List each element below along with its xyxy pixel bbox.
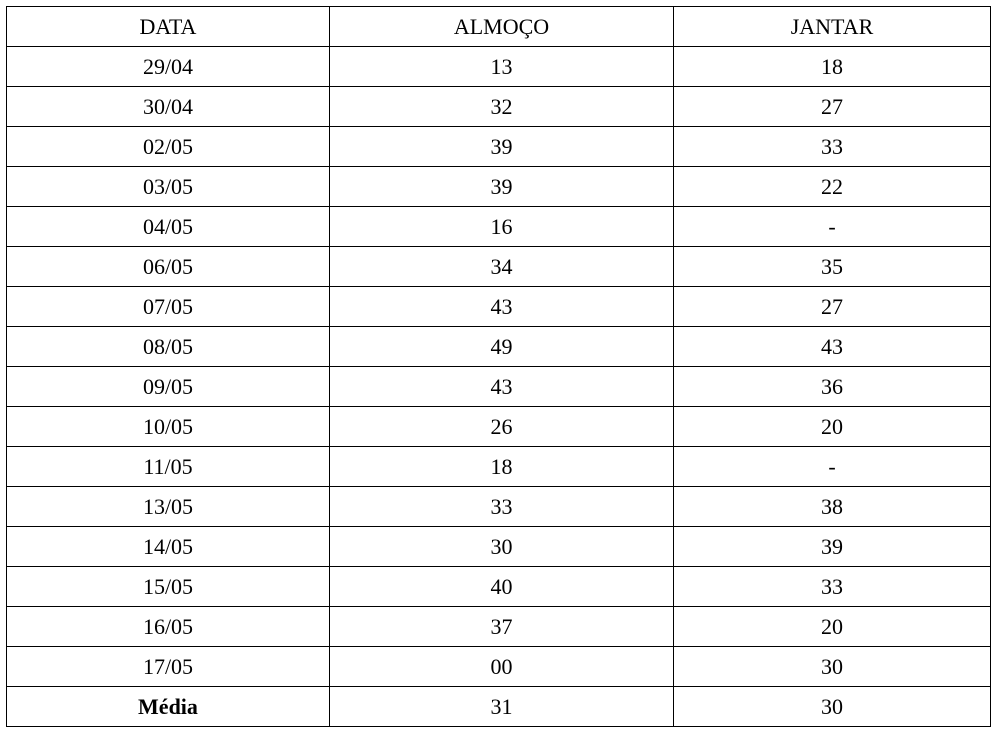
- cell-dinner: 36: [674, 367, 991, 407]
- cell-dinner: -: [674, 207, 991, 247]
- cell-dinner: 30: [674, 647, 991, 687]
- cell-dinner: 22: [674, 167, 991, 207]
- cell-date: 16/05: [7, 607, 330, 647]
- table-row: [7, 567, 991, 607]
- cell-date: 03/05: [7, 167, 330, 207]
- cell-lunch: 33: [330, 487, 674, 527]
- cell-lunch: 43: [330, 367, 674, 407]
- cell-dinner: 20: [674, 407, 991, 447]
- summary-dinner-average: 30: [674, 687, 991, 727]
- header-lunch: ALMOÇO: [330, 7, 674, 47]
- cell-lunch: 37: [330, 607, 674, 647]
- cell-date: 09/05: [7, 367, 330, 407]
- table-row: [7, 367, 991, 407]
- cell-date: 02/05: [7, 127, 330, 167]
- cell-lunch: 39: [330, 127, 674, 167]
- table-row: [7, 127, 991, 167]
- cell-lunch: 43: [330, 287, 674, 327]
- summary-label: Média: [7, 687, 330, 727]
- cell-lunch: 40: [330, 567, 674, 607]
- cell-date: 30/04: [7, 87, 330, 127]
- cell-dinner: 33: [674, 127, 991, 167]
- cell-dinner: 39: [674, 527, 991, 567]
- table-row: [7, 407, 991, 447]
- table-row: [7, 527, 991, 567]
- summary-row: [7, 687, 991, 727]
- cell-lunch: 26: [330, 407, 674, 447]
- table-row: [7, 607, 991, 647]
- header-dinner: JANTAR: [674, 7, 991, 47]
- cell-dinner: 27: [674, 287, 991, 327]
- table-row: [7, 47, 991, 87]
- cell-dinner: 38: [674, 487, 991, 527]
- table-row: [7, 647, 991, 687]
- cell-date: 14/05: [7, 527, 330, 567]
- table-row: [7, 167, 991, 207]
- cell-lunch: 32: [330, 87, 674, 127]
- cell-date: 15/05: [7, 567, 330, 607]
- summary-lunch-average: 31: [330, 687, 674, 727]
- cell-dinner: 20: [674, 607, 991, 647]
- table-row: [7, 287, 991, 327]
- table-body: [7, 47, 991, 727]
- table-header: [7, 7, 991, 47]
- cell-lunch: 30: [330, 527, 674, 567]
- cell-date: 07/05: [7, 287, 330, 327]
- table-row: [7, 447, 991, 487]
- cell-lunch: 49: [330, 327, 674, 367]
- table-row: [7, 207, 991, 247]
- cell-lunch: 18: [330, 447, 674, 487]
- cell-date: 13/05: [7, 487, 330, 527]
- cell-dinner: 18: [674, 47, 991, 87]
- cell-date: 10/05: [7, 407, 330, 447]
- cell-dinner: 35: [674, 247, 991, 287]
- cell-date: 06/05: [7, 247, 330, 287]
- cell-lunch: 00: [330, 647, 674, 687]
- table-row: [7, 327, 991, 367]
- header-date: DATA: [7, 7, 330, 47]
- cell-lunch: 13: [330, 47, 674, 87]
- cell-date: 08/05: [7, 327, 330, 367]
- cell-lunch: 16: [330, 207, 674, 247]
- cell-lunch: 39: [330, 167, 674, 207]
- table-row: [7, 247, 991, 287]
- table-row: [7, 87, 991, 127]
- table-row: [7, 487, 991, 527]
- cell-dinner: 43: [674, 327, 991, 367]
- cell-dinner: 27: [674, 87, 991, 127]
- cell-date: 29/04: [7, 47, 330, 87]
- meals-table: [6, 6, 991, 727]
- cell-date: 11/05: [7, 447, 330, 487]
- cell-dinner: -: [674, 447, 991, 487]
- header-row: [7, 7, 991, 47]
- cell-date: 17/05: [7, 647, 330, 687]
- cell-dinner: 33: [674, 567, 991, 607]
- cell-lunch: 34: [330, 247, 674, 287]
- cell-date: 04/05: [7, 207, 330, 247]
